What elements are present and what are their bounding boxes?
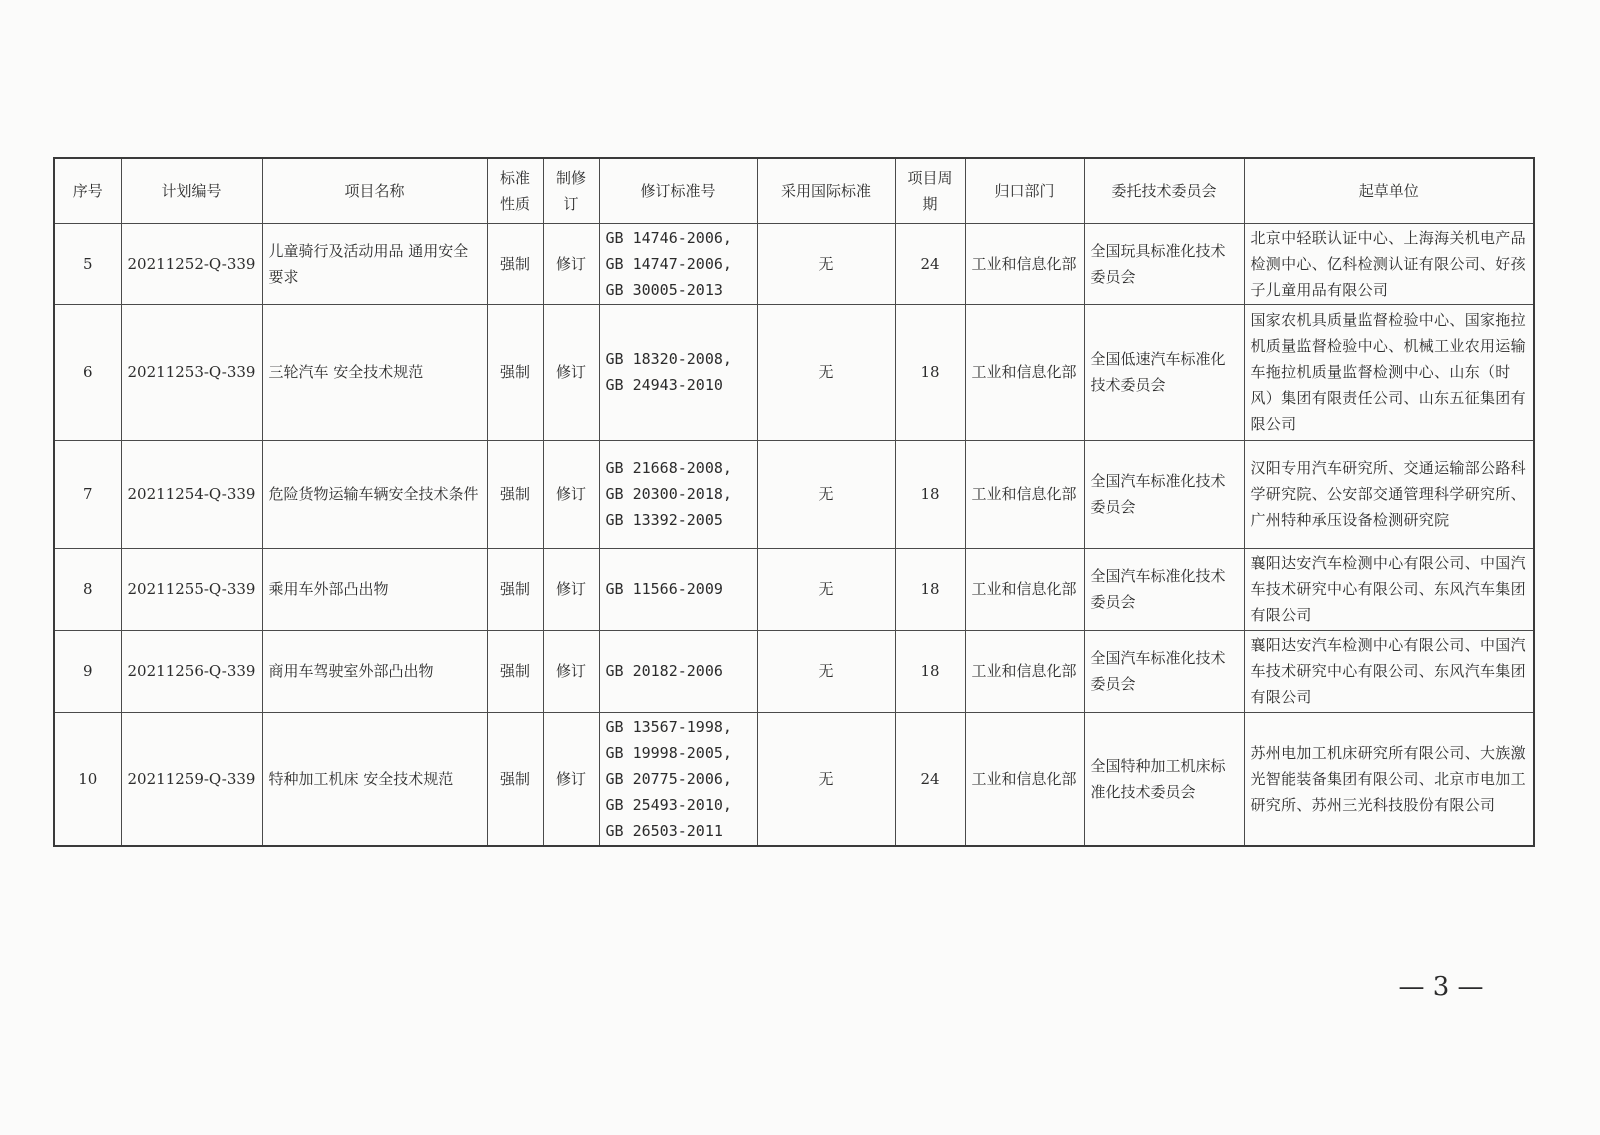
cell-serial-no: 6 [54,304,121,440]
header-project-name: 项目名称 [262,158,487,223]
cell-drafting-units: 苏州电加工机床研究所有限公司、大族激光智能装备集团有限公司、北京市电加工研究所、苏州三光科技股份有限公司 [1244,712,1534,846]
header-international-standard: 采用国际标准 [757,158,895,223]
header-drafting-units: 起草单位 [1244,158,1534,223]
cell-responsible-dept: 工业和信息化部 [965,223,1084,304]
cell-revision-type: 修订 [543,548,599,630]
cell-project-period: 18 [895,630,965,712]
cell-project-name: 三轮汽车 安全技术规范 [262,304,487,440]
cell-serial-no: 8 [54,548,121,630]
cell-international-standard: 无 [757,304,895,440]
cell-standard-nature: 强制 [487,548,543,630]
standard-number: GB 30005-2013 [605,280,723,299]
standard-number: GB 20182-2006 [605,662,723,680]
standards-plan-table [53,157,1535,847]
cell-project-name: 危险货物运输车辆安全技术条件 [262,440,487,548]
cell-drafting-units: 国家农机具质量监督检验中心、国家拖拉机质量监督检验中心、机械工业农用运输车拖拉机质量监督检测中心、山东（时风）集团有限责任公司、山东五征集团有限公司 [1244,304,1534,440]
cell-plan-no: 20211253-Q-339 [121,304,262,440]
cell-project-period: 24 [895,712,965,846]
cell-project-name: 商用车驾驶室外部凸出物 [262,630,487,712]
cell-revised-standards [599,630,757,712]
standard-number: GB 24943-2010 [605,376,723,394]
cell-project-period: 18 [895,304,965,440]
cell-standard-nature: 强制 [487,304,543,440]
cell-revision-type: 修订 [543,223,599,304]
cell-technical-committee: 全国特种加工机床标准化技术委员会 [1084,712,1244,846]
header-project-period: 项目周期 [895,158,965,223]
cell-revision-type: 修订 [543,630,599,712]
cell-international-standard: 无 [757,223,895,304]
standard-number: GB 20775-2006, [605,769,732,788]
cell-technical-committee: 全国汽车标准化技术委员会 [1084,630,1244,712]
cell-international-standard: 无 [757,630,895,712]
cell-technical-committee: 全国汽车标准化技术委员会 [1084,548,1244,630]
cell-revised-standards [599,223,757,304]
cell-responsible-dept: 工业和信息化部 [965,630,1084,712]
header-technical-committee: 委托技术委员会 [1084,158,1244,223]
cell-revision-type: 修订 [543,712,599,846]
standard-number: GB 19998-2005, [605,743,732,762]
header-revision-type: 制修订 [543,158,599,223]
standard-number: GB 11566-2009 [605,580,723,598]
cell-serial-no: 10 [54,712,121,846]
standard-number: GB 14747-2006, [605,254,732,273]
table-row [54,548,1534,630]
standard-number: GB 25493-2010, [605,795,732,814]
cell-revised-standards [599,548,757,630]
table-row [54,712,1534,846]
cell-standard-nature: 强制 [487,223,543,304]
cell-revision-type: 修订 [543,440,599,548]
table-row [54,630,1534,712]
cell-responsible-dept: 工业和信息化部 [965,440,1084,548]
table-row [54,304,1534,440]
cell-project-period: 18 [895,440,965,548]
cell-project-name: 特种加工机床 安全技术规范 [262,712,487,846]
header-plan-no: 计划编号 [121,158,262,223]
table-row [54,440,1534,548]
cell-serial-no: 7 [54,440,121,548]
cell-revised-standards [599,440,757,548]
cell-standard-nature: 强制 [487,440,543,548]
cell-plan-no: 20211255-Q-339 [121,548,262,630]
cell-standard-nature: 强制 [487,712,543,846]
cell-drafting-units: 襄阳达安汽车检测中心有限公司、中国汽车技术研究中心有限公司、东风汽车集团有限公司 [1244,630,1534,712]
cell-revised-standards [599,304,757,440]
cell-technical-committee: 全国汽车标准化技术委员会 [1084,440,1244,548]
standard-number: GB 20300-2018, [605,485,732,503]
cell-project-period: 24 [895,223,965,304]
cell-project-name: 乘用车外部凸出物 [262,548,487,630]
standard-number: GB 14746-2006, [605,228,732,247]
cell-revised-standards [599,712,757,846]
cell-technical-committee: 全国玩具标准化技术委员会 [1084,223,1244,304]
table-row [54,223,1534,304]
standard-number: GB 26503-2011 [605,821,723,840]
cell-drafting-units: 北京中轻联认证中心、上海海关机电产品检测中心、亿科检测认证有限公司、好孩子儿童用品有限公司 [1244,223,1534,304]
cell-international-standard: 无 [757,712,895,846]
cell-international-standard: 无 [757,440,895,548]
page-number: — 3 — [1398,972,1484,1002]
cell-plan-no: 20211254-Q-339 [121,440,262,548]
cell-plan-no: 20211256-Q-339 [121,630,262,712]
cell-project-name: 儿童骑行及活动用品 通用安全要求 [262,223,487,304]
cell-technical-committee: 全国低速汽车标准化技术委员会 [1084,304,1244,440]
cell-international-standard: 无 [757,548,895,630]
table-header-row [54,158,1534,223]
standard-number: GB 13392-2005 [605,511,723,529]
cell-project-period: 18 [895,548,965,630]
cell-responsible-dept: 工业和信息化部 [965,548,1084,630]
cell-responsible-dept: 工业和信息化部 [965,304,1084,440]
cell-serial-no: 5 [54,223,121,304]
cell-plan-no: 20211259-Q-339 [121,712,262,846]
cell-responsible-dept: 工业和信息化部 [965,712,1084,846]
cell-serial-no: 9 [54,630,121,712]
cell-drafting-units: 汉阳专用汽车研究所、交通运输部公路科学研究院、公安部交通管理科学研究所、广州特种承压设备检测研究院 [1244,440,1534,548]
standard-number: GB 21668-2008, [605,459,732,477]
header-revised-standard-no: 修订标准号 [599,158,757,223]
cell-standard-nature: 强制 [487,630,543,712]
standard-number: GB 18320-2008, [605,350,732,368]
cell-revision-type: 修订 [543,304,599,440]
header-standard-nature: 标准性质 [487,158,543,223]
standard-number: GB 13567-1998, [605,717,732,736]
header-responsible-dept: 归口部门 [965,158,1084,223]
header-serial-no: 序号 [54,158,121,223]
cell-plan-no: 20211252-Q-339 [121,223,262,304]
cell-drafting-units: 襄阳达安汽车检测中心有限公司、中国汽车技术研究中心有限公司、东风汽车集团有限公司 [1244,548,1534,630]
